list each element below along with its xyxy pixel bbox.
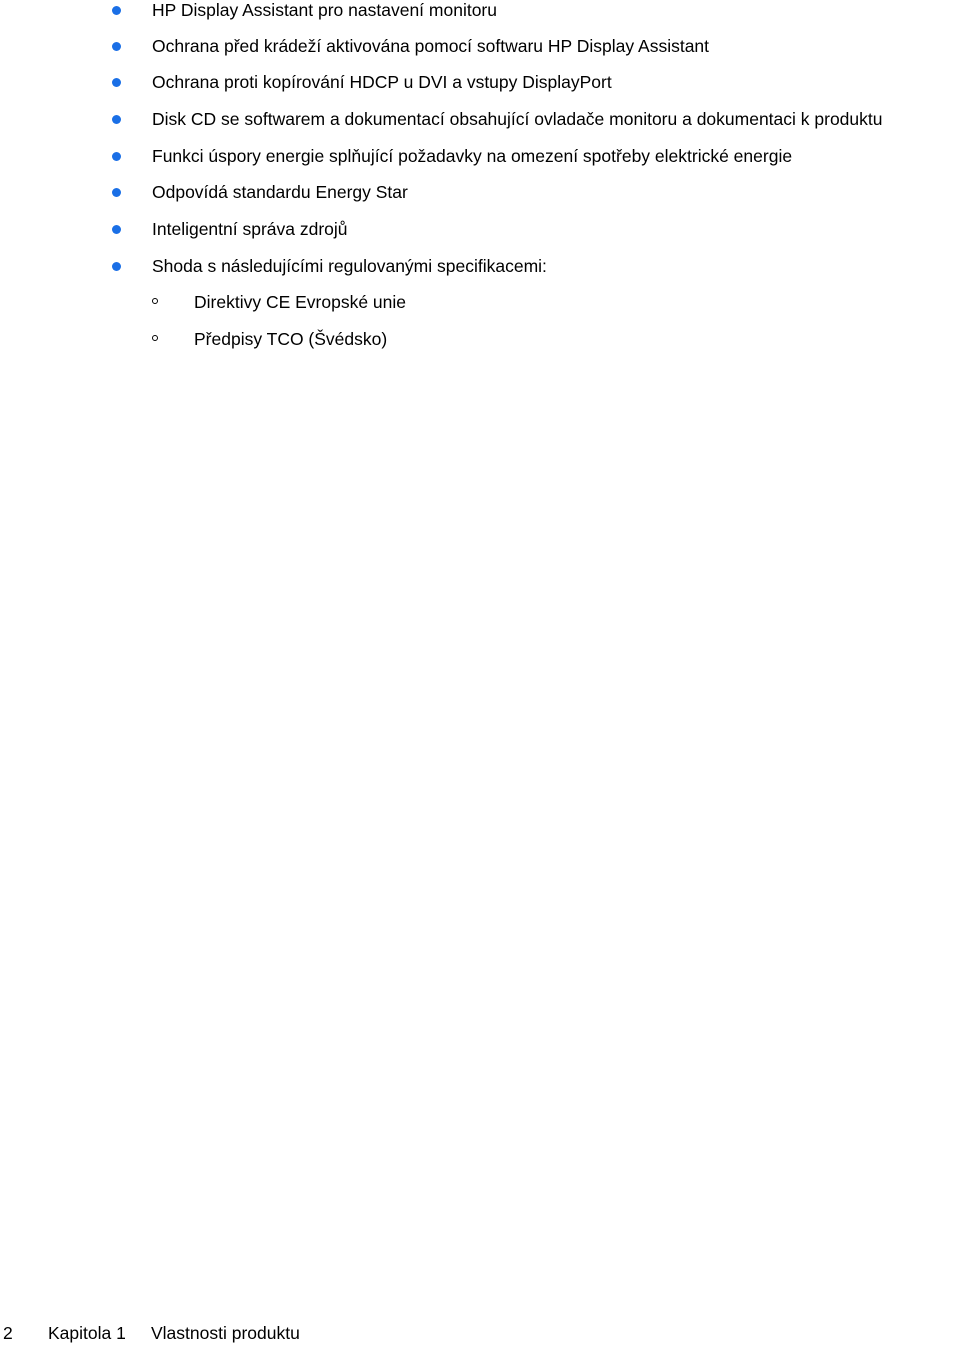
- feature-label: Funkci úspory energie splňující požadavky na omezení spotřeby elektrické energie: [152, 146, 793, 166]
- feature-label: Disk CD se softwarem a dokumentací obsahující ovladače monitoru a dokumentaci k produktu: [152, 109, 883, 129]
- list-item: [0, 146, 960, 170]
- bullet-dot-icon: [112, 78, 121, 87]
- bullet-dot-icon: [112, 262, 121, 271]
- list-item: [0, 182, 960, 206]
- bullet-dot-icon: [112, 225, 121, 234]
- bullet-dot-icon: [112, 42, 121, 51]
- sub-list-item: [0, 329, 960, 353]
- list-item: [0, 36, 960, 60]
- bullet-circle-icon: [152, 335, 158, 341]
- list-item: [0, 0, 960, 24]
- page-number: 2: [3, 1323, 13, 1343]
- feature-label: Shoda s následujícími regulovanými specifikacemi:: [152, 256, 547, 276]
- bullet-dot-icon: [112, 152, 121, 161]
- feature-label: HP Display Assistant pro nastavení monitoru: [152, 0, 497, 20]
- list-item: [0, 256, 960, 280]
- page-footer: [0, 1322, 960, 1344]
- feature-label: Inteligentní správa zdrojů: [152, 219, 348, 239]
- feature-sub-label: Předpisy TCO (Švédsko): [194, 329, 388, 349]
- feature-label: Ochrana proti kopírování HDCP u DVI a vstupy DisplayPort: [152, 72, 612, 92]
- list-item: [0, 219, 960, 243]
- sub-list-item: [0, 292, 960, 316]
- list-item: [0, 109, 960, 133]
- bullet-dot-icon: [112, 188, 121, 197]
- chapter-label: Kapitola 1: [48, 1323, 126, 1343]
- chapter-title: Vlastnosti produktu: [151, 1323, 300, 1343]
- bullet-dot-icon: [112, 115, 121, 124]
- feature-sub-label: Direktivy CE Evropské unie: [194, 292, 407, 312]
- feature-label: Odpovídá standardu Energy Star: [152, 182, 408, 202]
- feature-label: Ochrana před krádeží aktivována pomocí softwaru HP Display Assistant: [152, 36, 710, 56]
- bullet-dot-icon: [112, 6, 121, 15]
- bullet-circle-icon: [152, 298, 158, 304]
- list-item: [0, 72, 960, 96]
